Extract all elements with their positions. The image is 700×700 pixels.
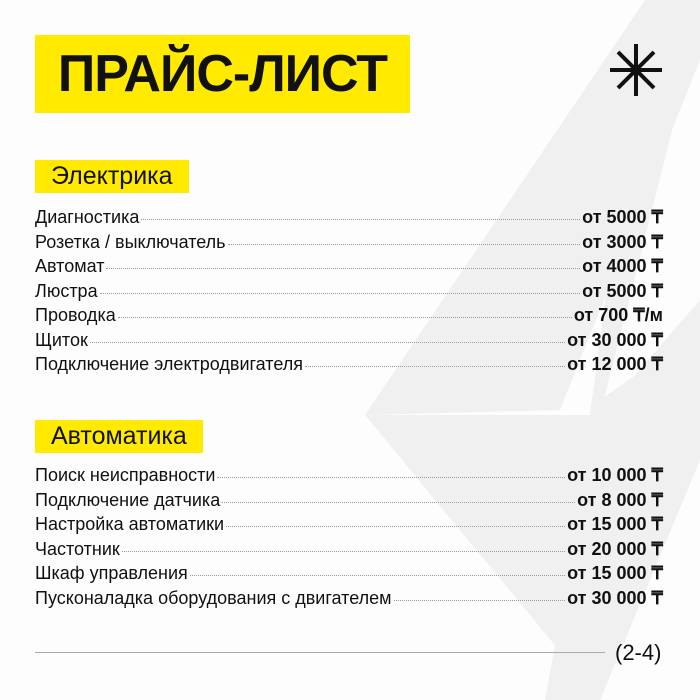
service-name: Люстра xyxy=(35,280,98,301)
service-name: Автомат xyxy=(35,256,105,276)
service-price: от 3000 ₸ xyxy=(582,231,663,252)
price-row xyxy=(35,207,663,232)
dot-leader xyxy=(217,477,565,478)
price-row xyxy=(35,514,663,539)
dot-leader xyxy=(222,502,575,503)
automation-list xyxy=(35,465,663,612)
service-name: Частотник xyxy=(35,538,120,559)
service-name: Поиск неисправности xyxy=(35,465,216,485)
service-price: от 700 ₸/м xyxy=(573,305,663,325)
service-price: от 12 000 ₸ xyxy=(567,354,663,374)
price-row xyxy=(35,539,663,564)
price-row xyxy=(35,281,663,306)
dot-leader xyxy=(106,268,580,269)
electrics-list xyxy=(35,207,663,379)
dot-leader xyxy=(190,575,565,576)
price-row xyxy=(35,563,663,588)
dot-leader xyxy=(226,526,565,527)
page-title: ПРАЙС-ЛИСТ xyxy=(35,35,410,113)
price-row xyxy=(35,354,663,379)
dot-leader xyxy=(141,219,580,220)
price-row xyxy=(35,330,663,355)
price-row xyxy=(35,305,663,330)
service-name: Щиток xyxy=(35,329,88,350)
service-price: от 20 000 ₸ xyxy=(567,538,663,559)
price-row xyxy=(35,588,663,613)
service-name: Подключение датчика xyxy=(35,489,221,510)
dot-leader xyxy=(394,600,566,601)
divider xyxy=(35,652,605,653)
service-price: от 4000 ₸ xyxy=(582,256,663,276)
service-name: Розетка / выключатель xyxy=(35,231,226,252)
section-heading-automation: Автоматика xyxy=(35,420,203,453)
page-indicator: (2-4) xyxy=(615,640,662,665)
service-price: от 30 000 ₸ xyxy=(567,587,663,608)
price-row xyxy=(35,232,663,257)
price-row xyxy=(35,490,663,515)
dot-leader xyxy=(305,366,565,367)
price-row xyxy=(35,256,663,281)
service-name: Подключение электродвигателя xyxy=(35,354,303,374)
dot-leader xyxy=(90,342,565,343)
service-price: от 15 000 ₸ xyxy=(567,514,663,534)
dot-leader xyxy=(122,551,565,552)
service-name: Диагностика xyxy=(35,207,140,227)
service-price: от 15 000 ₸ xyxy=(567,563,663,583)
price-row xyxy=(35,465,663,490)
service-name: Шкаф управления xyxy=(35,563,188,583)
service-price: от 30 000 ₸ xyxy=(567,329,663,350)
section-heading-electrics: Электрика xyxy=(35,160,189,193)
dot-leader xyxy=(100,293,581,294)
service-price: от 5000 ₸ xyxy=(582,207,663,227)
service-name: Пусконаладка оборудования с двигателем xyxy=(35,587,392,608)
service-price: от 10 000 ₸ xyxy=(567,465,663,485)
asterisk-icon xyxy=(608,42,664,98)
service-price: от 5000 ₸ xyxy=(582,280,663,301)
service-price: от 8 000 ₸ xyxy=(577,489,663,510)
service-name: Проводка xyxy=(35,305,116,325)
dot-leader xyxy=(228,244,581,245)
service-name: Настройка автоматики xyxy=(35,514,225,534)
dot-leader xyxy=(118,317,572,318)
